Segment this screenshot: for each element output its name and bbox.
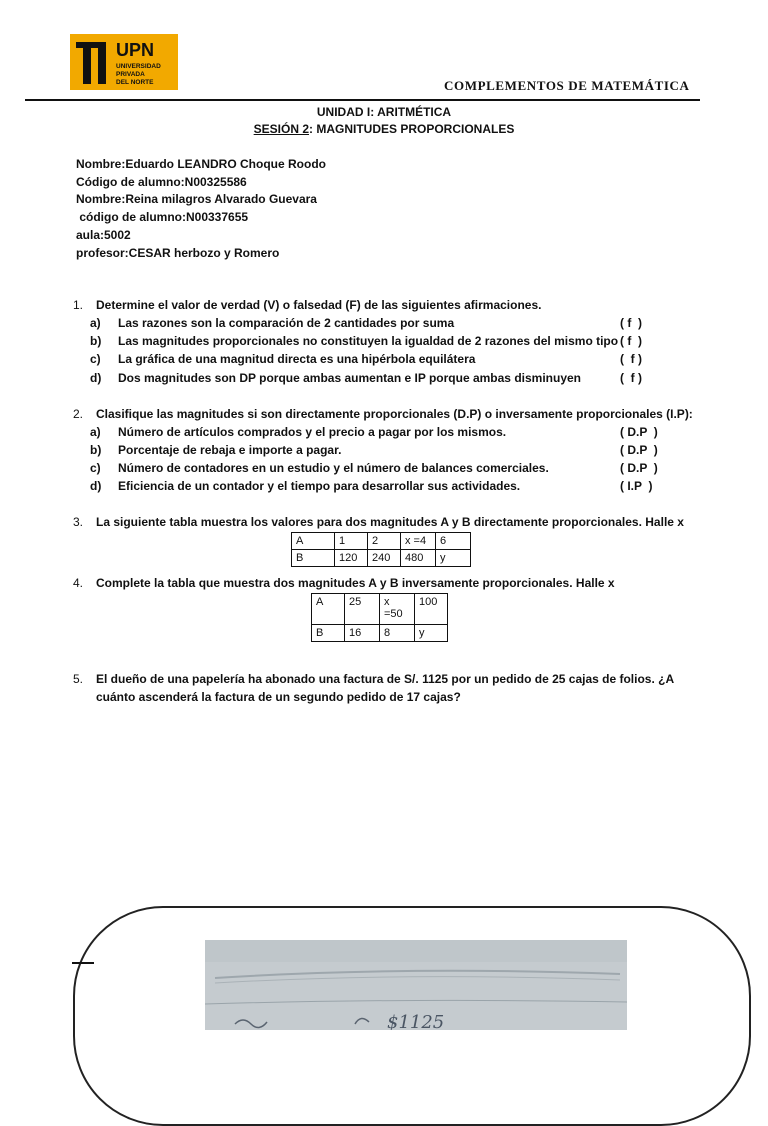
q2-item-c-letter: c) bbox=[90, 461, 101, 475]
session-title bbox=[0, 122, 768, 136]
q3-number: 3. bbox=[73, 515, 84, 529]
table-row bbox=[292, 533, 471, 550]
q4-table bbox=[311, 593, 448, 642]
q1-item-c-letter: c) bbox=[90, 352, 101, 366]
course-title: COMPLEMENTOS DE MATEMÁTICA bbox=[444, 78, 690, 93]
q2-number: 2. bbox=[73, 407, 84, 421]
q2-item-b-answer: ( D.P ) bbox=[620, 443, 658, 457]
table-cell: 8 bbox=[380, 625, 415, 642]
handwritten-photo bbox=[205, 940, 627, 1030]
classroom: aula:5002 bbox=[76, 228, 131, 242]
q1-item-d-letter: d) bbox=[90, 371, 102, 385]
table-cell: 6 bbox=[436, 533, 471, 550]
student-name-2: Nombre:Reina milagros Alvarado Guevara bbox=[76, 192, 317, 206]
table-cell: x =4 bbox=[401, 533, 436, 550]
student-code-1: Código de alumno:N00325586 bbox=[76, 175, 247, 189]
frame-line bbox=[72, 962, 94, 964]
table-cell: 480 bbox=[401, 550, 436, 567]
q1-item-a-answer: ( f ) bbox=[620, 316, 642, 330]
table-cell: 1 bbox=[335, 533, 368, 550]
q1-number: 1. bbox=[73, 298, 84, 312]
logo-sub-1: UNIVERSIDAD bbox=[116, 63, 161, 70]
q5-line-2: cuánto ascenderá la factura de un segundo pedido de 17 cajas? bbox=[96, 690, 461, 704]
q2-item-b-letter: b) bbox=[90, 443, 102, 457]
table-cell: 2 bbox=[368, 533, 401, 550]
q2-item-a-answer: ( D.P ) bbox=[620, 425, 658, 439]
q5-number: 5. bbox=[73, 672, 84, 686]
q1-item-d-text: Dos magnitudes son DP porque ambas aumentan e IP porque ambas disminuyen bbox=[118, 371, 581, 385]
q2-text: Clasifique las magnitudes si son directamente proporcionales (D.P) o inversamente proporcionales (I.P): bbox=[96, 407, 693, 421]
session-rest: : MAGNITUDES PROPORCIONALES bbox=[309, 122, 515, 136]
table-cell: y bbox=[436, 550, 471, 567]
teacher: profesor:CESAR herbozo y Romero bbox=[76, 246, 280, 260]
q2-item-c-text: Número de contadores en un estudio y el número de balances comerciales. bbox=[118, 461, 549, 475]
q3-table bbox=[291, 532, 471, 567]
q1-item-b-text: Las magnitudes proporcionales no constituyen la igualdad de 2 razones del mismo tipo bbox=[118, 334, 619, 348]
q2-item-b-text: Porcentaje de rebaja e importe a pagar. bbox=[118, 443, 342, 457]
table-row bbox=[312, 594, 448, 625]
table-cell: 240 bbox=[368, 550, 401, 567]
table-cell: y bbox=[415, 625, 448, 642]
logo-sub-2: PRIVADA bbox=[116, 71, 145, 78]
upn-logo bbox=[70, 34, 178, 90]
q2-item-a-text: Número de artículos comprados y el precio a pagar por los mismos. bbox=[118, 425, 507, 439]
q1-item-a-text: Las razones son la comparación de 2 cantidades por suma bbox=[118, 316, 455, 330]
table-cell: B bbox=[312, 625, 345, 642]
q1-item-d-answer: ( f ) bbox=[620, 371, 642, 385]
q2-item-a-letter: a) bbox=[90, 425, 101, 439]
q1-item-a-letter: a) bbox=[90, 316, 101, 330]
table-cell: 100 bbox=[415, 594, 448, 625]
student-code-2: código de alumno:N00337655 bbox=[76, 210, 249, 224]
table-row bbox=[312, 625, 448, 642]
logo-text: UPN bbox=[116, 40, 155, 60]
q2-item-d-text: Eficiencia de un contador y el tiempo para desarrollar sus actividades. bbox=[118, 479, 521, 493]
q4-number: 4. bbox=[73, 576, 84, 590]
q1-item-c-text: La gráfica de una magnitud directa es una hipérbola equilátera bbox=[118, 352, 476, 366]
q2-item-d-letter: d) bbox=[90, 479, 102, 493]
q1-item-b-answer: ( f ) bbox=[620, 334, 642, 348]
unit-title: UNIDAD I: ARITMÉTICA bbox=[316, 105, 452, 119]
student-name-1: Nombre:Eduardo LEANDRO Choque Roodo bbox=[76, 157, 326, 171]
table-cell: 25 bbox=[345, 594, 380, 625]
session-label: SESIÓN 2 bbox=[253, 122, 309, 136]
q1-item-c-answer: ( f ) bbox=[620, 352, 642, 366]
table-cell: 16 bbox=[345, 625, 380, 642]
table-cell: x =50 bbox=[380, 594, 415, 625]
q5-line-1: El dueño de una papelería ha abonado una factura de S/. 1125 por un pedido de 25 cajas de folios. ¿A bbox=[96, 672, 675, 686]
table-row bbox=[292, 550, 471, 567]
q1-text: Determine el valor de verdad (V) o falsedad (F) de las siguientes afirmaciones. bbox=[96, 298, 542, 312]
logo-sub-3: DEL NORTE bbox=[116, 79, 154, 86]
table-cell: 120 bbox=[335, 550, 368, 567]
table-cell: A bbox=[312, 594, 345, 625]
q2-item-c-answer: ( D.P ) bbox=[620, 461, 658, 475]
table-cell: A bbox=[292, 533, 335, 550]
q3-text: La siguiente tabla muestra los valores para dos magnitudes A y B directamente proporcionales. Halle x bbox=[96, 515, 684, 529]
table-cell: B bbox=[292, 550, 335, 567]
handwriting-text: $1125 bbox=[387, 1012, 445, 1030]
q4-text: Complete la tabla que muestra dos magnitudes A y B inversamente proporcionales. Halle x bbox=[96, 576, 615, 590]
q1-item-b-letter: b) bbox=[90, 334, 102, 348]
q2-item-d-answer: ( I.P ) bbox=[620, 479, 653, 493]
header-divider bbox=[25, 99, 700, 101]
